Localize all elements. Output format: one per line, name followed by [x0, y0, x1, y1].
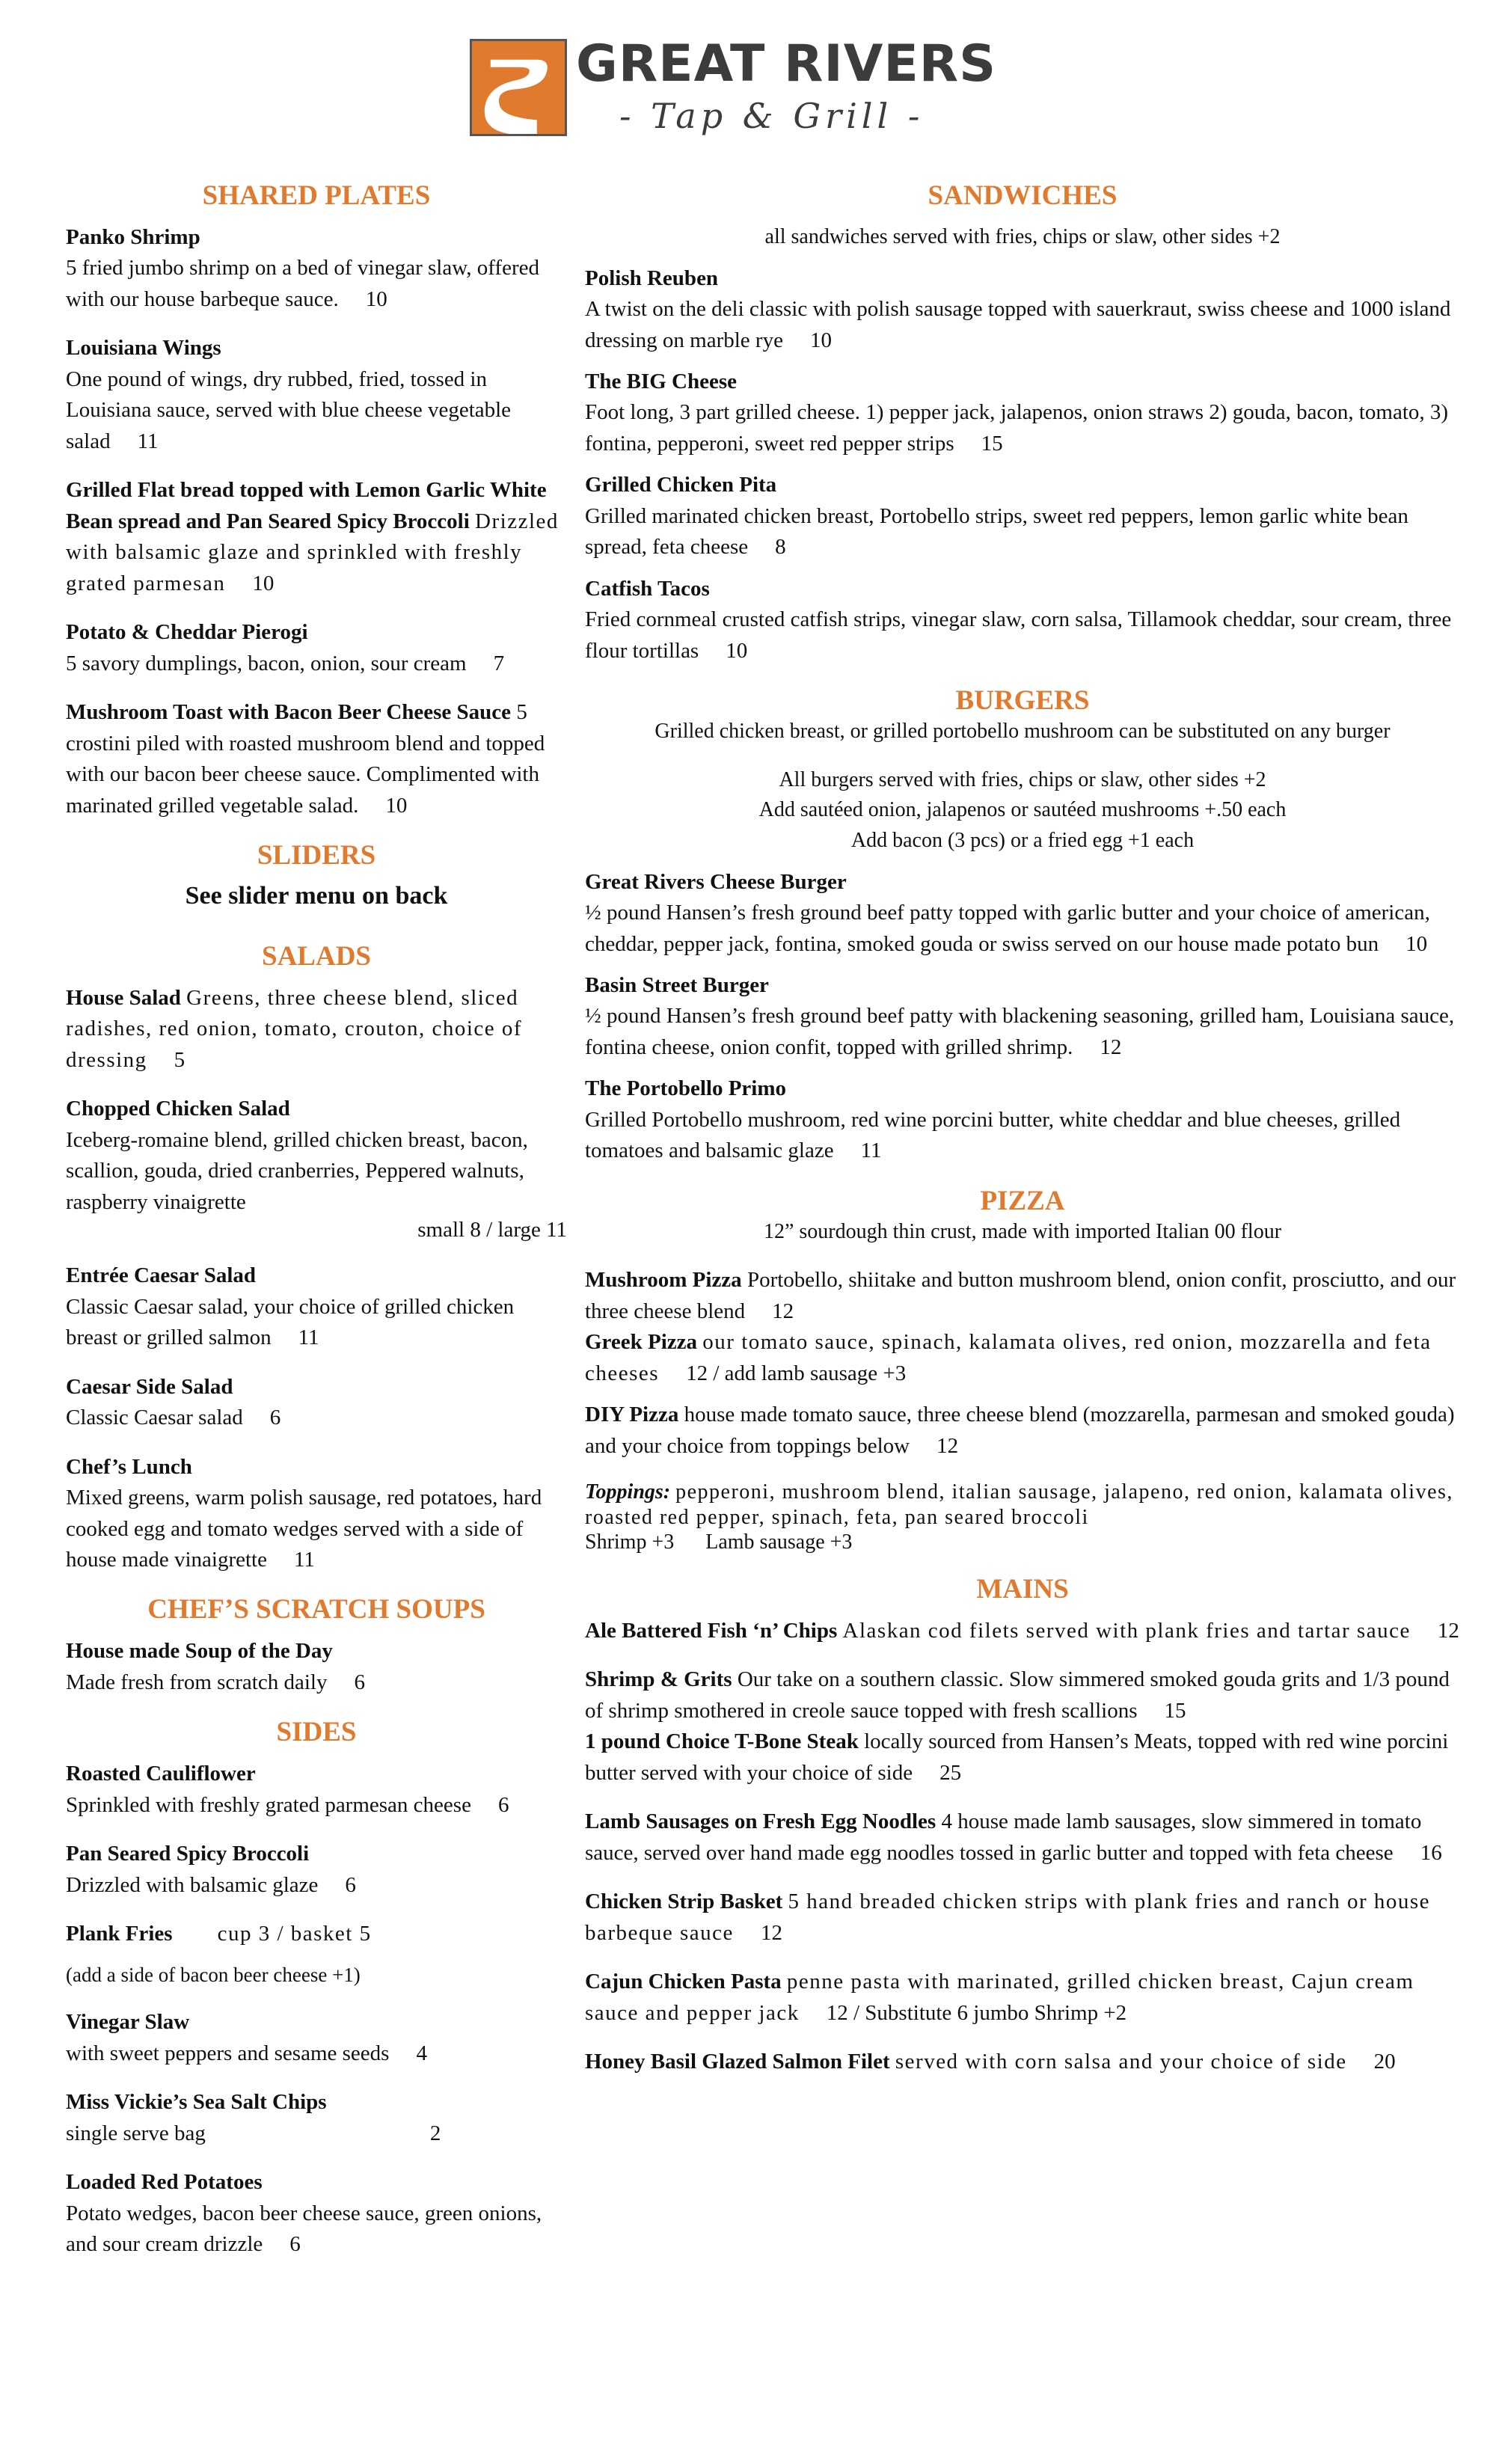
section-heading-sliders: SLIDERS: [257, 839, 376, 871]
menu-item: Shrimp & Grits Our take on a southern classic. Slow simmered smoked gouda grits and 1/3 pound of shrimp smothered in creole sauce topped with fresh scallions 15: [585, 1667, 1450, 1723]
menu-item: Great Rivers Cheese Burger ½ pound Hansen’s fresh ground beef patty topped with garlic butter and your choice of american, cheddar, pepper jack, fontina, smoked gouda or swiss served on our house made potato bun 10: [585, 869, 1430, 956]
sandwiches-note: all sandwiches served with fries, chips or slaw, other sides +2: [764, 225, 1281, 248]
menu-item: Polish Reuben A twist on the deli classic with polish sausage topped with sauerkraut, swiss cheese and 1000 island dressing on marble rye 10: [585, 266, 1451, 352]
menu-item: Vinegar Slaw with sweet peppers and sesame seeds 4: [66, 2010, 427, 2065]
menu-item: Greek Pizza our tomato sauce, spinach, kalamata olives, red onion, mozzarella and feta cheeses 12 / add lamb sausage +3: [585, 1330, 1432, 1385]
side-note: (add a side of bacon beer cheese +1): [66, 1963, 361, 1986]
menu-item: Chef’s Lunch Mixed greens, warm polish sausage, red potatoes, hard cooked egg and tomato wedges served with a side of house made vinaigrette 11: [66, 1454, 542, 1572]
left-column: [66, 180, 567, 2261]
burgers-note: Add bacon (3 pcs) or a fried egg +1 each: [850, 829, 1195, 852]
section-heading-sides: SIDES: [276, 1717, 357, 1748]
burgers-note: Grilled chicken breast, or grilled portobello mushroom can be substituted on any burger: [654, 720, 1391, 744]
menu-item: Chopped Chicken Salad Iceberg-romaine blend, grilled chicken breast, bacon, scallion, gouda, dried cranberries, Peppered walnuts, raspberry vinaigrette: [66, 1097, 528, 1214]
section-heading-soups: CHEF’S SCRATCH SOUPS: [147, 1594, 485, 1625]
menu-item: Lamb Sausages on Fresh Egg Noodles 4 house made lamb sausages, slow simmered in tomato sauce, served over hand made egg noodles tossed in garlic butter and topped with feta cheese 16: [585, 1809, 1442, 1865]
section-heading-sandwiches: SANDWICHES: [928, 180, 1118, 211]
menu-item: Plank Fries cup 3 / basket 5: [66, 1922, 372, 1946]
menu-item: Entrée Caesar Salad Classic Caesar salad, your choice of grilled chicken breast or grilled salmon 11: [66, 1263, 515, 1350]
sliders-note: See slider menu on back: [185, 881, 448, 910]
section-heading-pizza: PIZZA: [980, 1185, 1065, 1216]
menu-item: Catfish Tacos Fried cornmeal crusted catfish strips, vinegar slaw, corn salsa, Tillamook cheddar, sour cream, three flour tortillas 10: [585, 576, 1452, 663]
menu-item: Panko Shrimp 5 fried jumbo shrimp on a bed of vinegar slaw, offered with our house barbeque sauce. 10: [66, 225, 539, 311]
menu-item: Pan Seared Spicy Broccoli Drizzled with balsamic glaze 6: [66, 1842, 356, 1897]
burgers-note: All burgers served with fries, chips or slaw, other sides +2: [779, 767, 1266, 791]
burgers-note: Add sautéed onion, jalapenos or sautéed mushrooms +.50 each: [758, 798, 1287, 822]
section-heading-shared-plates: SHARED PLATES: [202, 180, 431, 211]
right-column: [585, 180, 1460, 2078]
menu-item: Grilled Flat bread topped with Lemon Garlic White Bean spread and Pan Seared Spicy Broccoli Drizzled with balsamic glaze and sprinkled with freshly grated parmesan 10: [66, 478, 559, 595]
menu-item: Basin Street Burger ½ pound Hansen’s fresh ground beef patty with blackening seasoning, grilled ham, Louisiana sauce, fontina cheese, onion confit, topped with grilled shrimp. 12: [585, 973, 1455, 1059]
pizza-toppings: Toppings: pepperoni, mushroom blend, italian sausage, jalapeno, red onion, kalamata olives, roasted red pepper, spinach, feta, pan seared broccoli Shrimp +3 Lamb sausage +3: [585, 1480, 1453, 1554]
menu-item: Grilled Chicken Pita Grilled marinated chicken breast, Portobello strips, sweet red peppers, lemon garlic white bean spread, feta cheese 8: [585, 473, 1408, 560]
brand-name: GREAT RIVERS: [576, 34, 997, 94]
menu-item: Roasted Cauliflower Sprinkled with freshly grated parmesan cheese 6: [66, 1762, 509, 1817]
menu-item: Miss Vickie’s Sea Salt Chips single serve bag 2: [66, 2090, 441, 2145]
menu-item: 1 pound Choice T-Bone Steak locally sourced from Hansen’s Meats, topped with red wine porcini butter served with your choice of side 25: [585, 1729, 1449, 1785]
menu-item: Ale Battered Fish ‘n’ Chips Alaskan cod filets served with plank fries and tartar sauce 12: [585, 1619, 1459, 1643]
river-logo-graphic: [472, 41, 565, 134]
brand-tagline: - Tap & Grill -: [619, 96, 925, 136]
item-price: small 8 / large 11: [417, 1218, 567, 1242]
menu-item: Chicken Strip Basket 5 hand breaded chicken strips with plank fries and ranch or house barbeque sauce 12: [585, 1890, 1431, 1945]
menu-item: The Portobello Primo Grilled Portobello mushroom, red wine porcini butter, white cheddar and blue cheeses, grilled tomatoes and balsamic glaze 11: [585, 1076, 1401, 1163]
menu-item: Loaded Red Potatoes Potato wedges, bacon beer cheese sauce, green onions, and sour cream drizzle 6: [66, 2170, 542, 2257]
menu-item: DIY Pizza house made tomato sauce, three cheese blend (mozzarella, parmesan and smoked gouda) and your choice from toppings below 12: [585, 1403, 1455, 1458]
menu-item: Caesar Side Salad Classic Caesar salad 6: [66, 1374, 281, 1430]
menu-item: Honey Basil Glazed Salmon Filet served with corn salsa and your choice of side 20: [585, 2050, 1396, 2074]
menu-item: House Salad Greens, three cheese blend, sliced radishes, red onion, tomato, crouton, choice of dressing 5: [66, 985, 523, 1072]
pizza-note: 12” sourdough thin crust, made with imported Italian 00 flour: [763, 1219, 1282, 1243]
menu-item: Mushroom Toast with Bacon Beer Cheese Sauce 5 crostini piled with roasted mushroom blend and topped with our bacon beer cheese sauce. Complimented with marinated grilled vegetable salad. 10: [66, 700, 545, 818]
section-heading-salads: SALADS: [262, 940, 371, 972]
river-logo-icon: [470, 39, 567, 136]
restaurant-header: [470, 34, 1008, 144]
section-heading-burgers: BURGERS: [955, 685, 1090, 717]
menu-item: The BIG Cheese Foot long, 3 part grilled cheese. 1) pepper jack, jalapenos, onion straws 2) gouda, bacon, tomato, 3) fontina, pepperoni, sweet red pepper strips 15: [585, 370, 1449, 456]
menu-item: Potato & Cheddar Pierogi 5 savory dumplings, bacon, onion, sour cream 7: [66, 620, 505, 675]
menu-item: Cajun Chicken Pasta penne pasta with marinated, grilled chicken breast, Cajun cream sauce and pepper jack 12 / Substitute 6 jumbo Shrimp +2: [585, 1970, 1414, 2025]
menu-item: House made Soup of the Day Made fresh from scratch daily 6: [66, 1639, 365, 1694]
menu-item: Mushroom Pizza Portobello, shiitake and button mushroom blend, onion confit, prosciutto, and our three cheese blend 12: [585, 1268, 1456, 1323]
menu-item: Louisiana Wings One pound of wings, dry rubbed, fried, tossed in Louisiana sauce, served with blue cheese vegetable salad 11: [66, 336, 512, 453]
section-heading-mains: MAINS: [976, 1574, 1069, 1605]
